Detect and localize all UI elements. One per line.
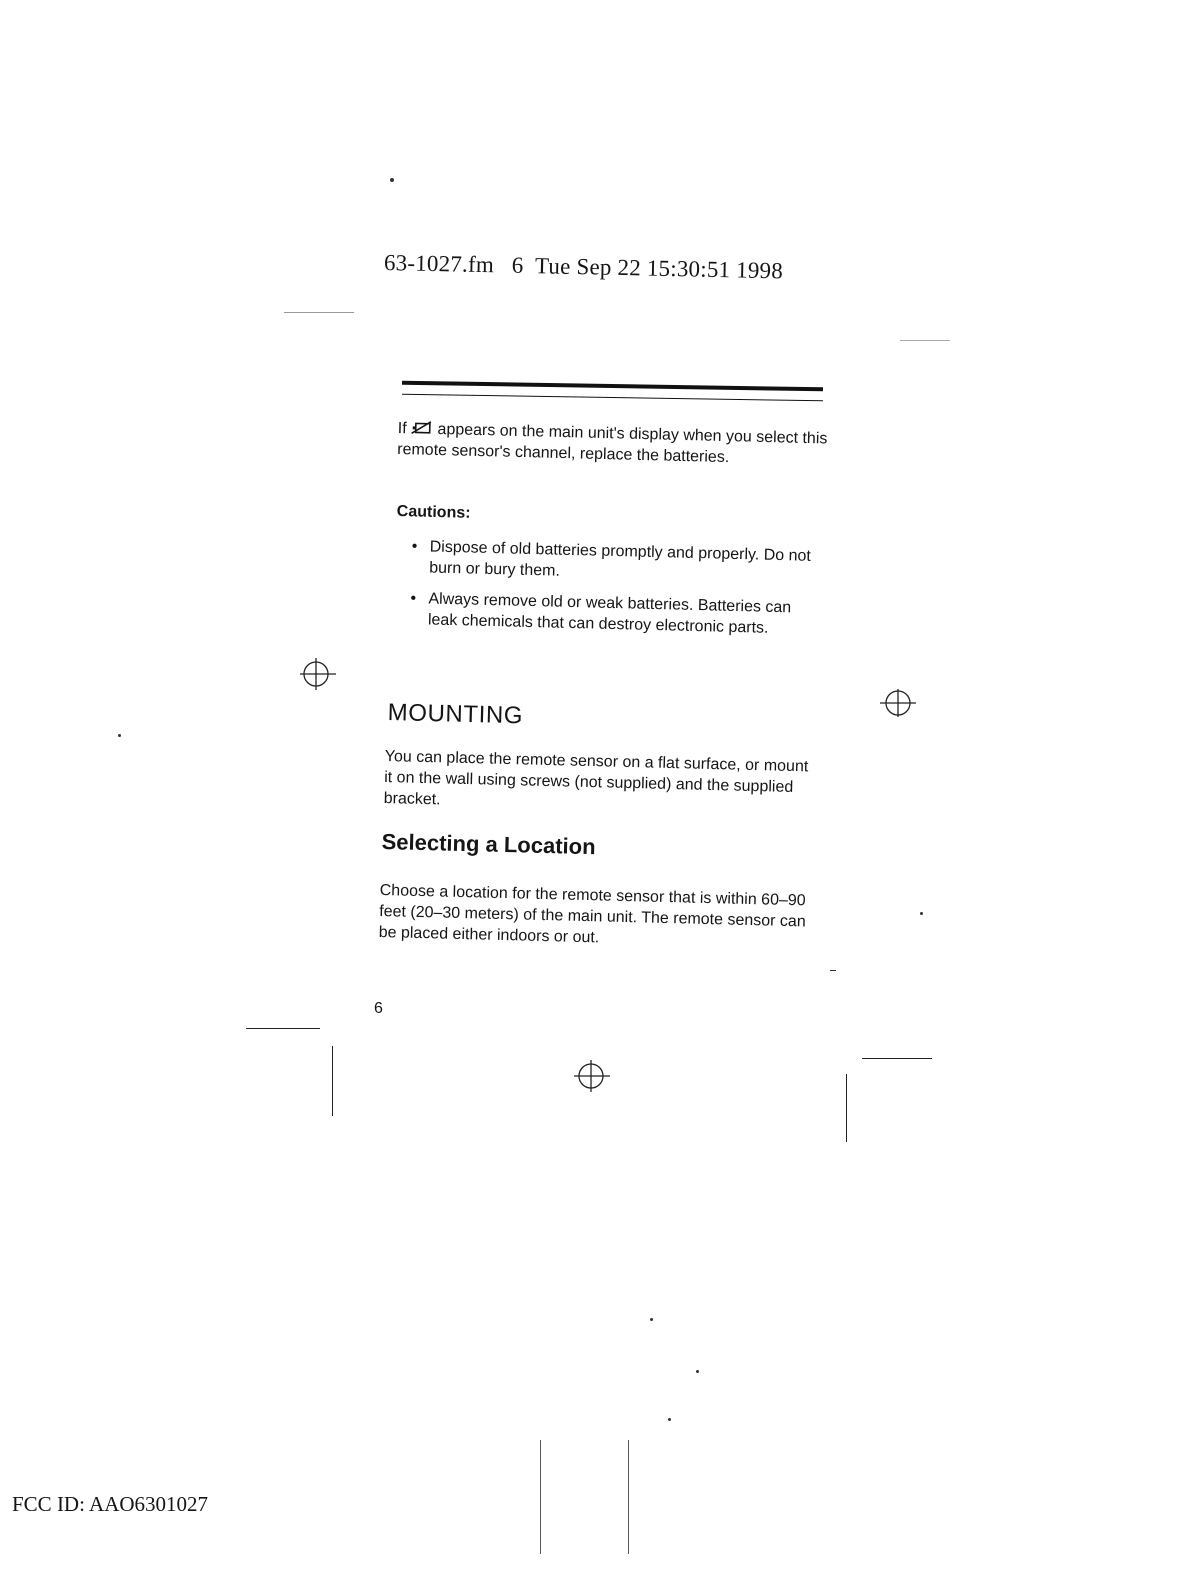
cautions-list — [407, 536, 819, 650]
registration-mark-icon — [572, 1058, 612, 1094]
location-paragraph: Choose a location for the remote sensor that is within 60–90 feet (20–30 meters) of the main unit. The remote sensor can be placed either indoors or out. — [378, 881, 806, 947]
bullet-icon: • — [410, 590, 417, 608]
crop-mark — [846, 1074, 847, 1142]
header-timestamp: Tue Sep 22 15:30:51 1998 — [534, 253, 784, 284]
scan-speck — [668, 1418, 671, 1421]
file-stamp: 63-1027.fm — [383, 250, 495, 278]
crop-mark — [284, 312, 354, 313]
crop-mark — [246, 1028, 320, 1029]
subsection-title: Selecting a Location — [381, 829, 596, 860]
scan-speck — [920, 912, 923, 915]
section-title: MOUNTING — [387, 699, 524, 730]
cautions-heading: Cautions: — [396, 503, 471, 522]
fcc-id: FCC ID: AAO6301027 — [12, 1492, 209, 1516]
list-item — [409, 536, 820, 588]
scan-speck — [696, 1370, 699, 1373]
crop-mark — [900, 340, 950, 341]
registration-mark-icon — [878, 686, 918, 720]
crop-mark — [862, 1058, 932, 1059]
mounting-paragraph: You can place the remote sensor on a flat surface, or mount it on the wall using screws (not supplied) and the supplied bracket. — [383, 747, 809, 809]
top-rule-thin — [402, 394, 823, 402]
intro-lead: If — [397, 419, 407, 438]
crop-mark — [540, 1440, 541, 1554]
top-rule-thick — [402, 381, 823, 392]
crop-mark — [628, 1440, 629, 1554]
caution-text: Dispose of old batteries promptly and properly. Do not burn or bury them. — [429, 538, 812, 580]
scan-speck — [830, 970, 836, 971]
page-number: 6 — [374, 1000, 383, 1017]
low-battery-icon — [411, 419, 433, 434]
intro-paragraph — [397, 418, 828, 470]
intro-text: appears on the main unit's display when you select this remote sensor's channel, replace the batteries. — [397, 420, 828, 467]
registration-mark-icon — [298, 656, 338, 692]
list-item — [408, 588, 819, 640]
scan-speck — [390, 178, 394, 182]
caution-text: Always remove old or weak batteries. Batteries can leak chemicals that can destroy electronic parts. — [427, 590, 792, 637]
scan-speck — [650, 1318, 653, 1321]
crop-mark — [332, 1046, 333, 1116]
print-header — [384, 250, 784, 284]
header-page: 6 — [511, 252, 524, 278]
bullet-icon: • — [411, 538, 418, 556]
scan-speck — [118, 734, 121, 737]
